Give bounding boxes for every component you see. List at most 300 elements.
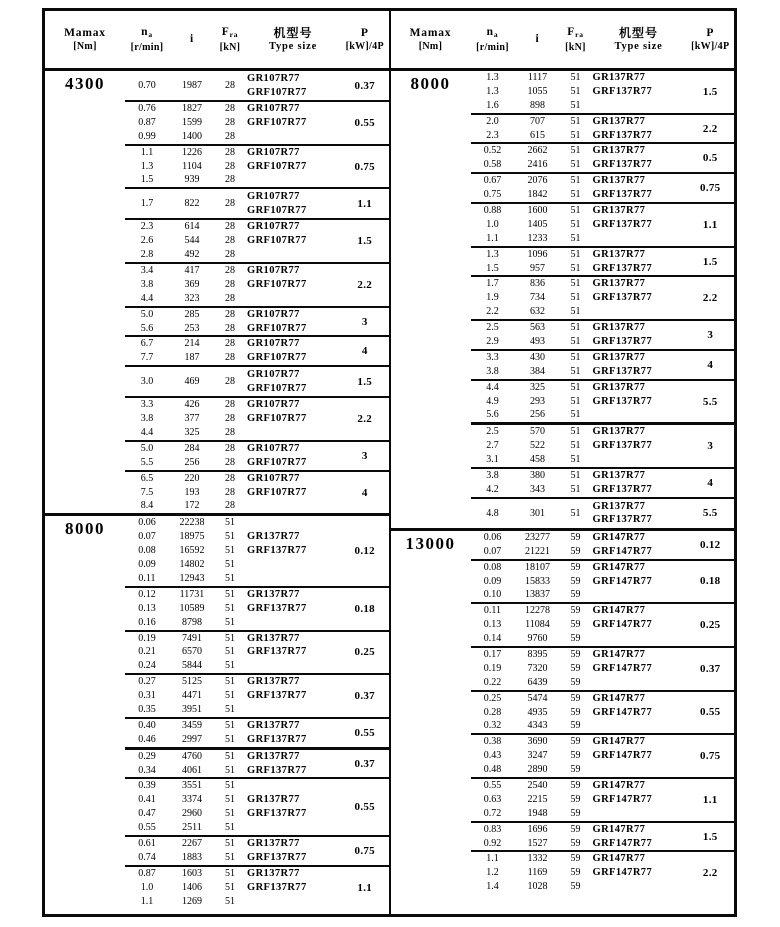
fra-value: 28	[225, 500, 235, 512]
ratio-block	[125, 306, 389, 336]
table-left-half	[45, 11, 391, 914]
na-value: 0.21	[138, 646, 156, 658]
na-value: 0.32	[483, 720, 502, 732]
fra-value: 51	[570, 507, 581, 519]
ratio-block	[125, 865, 389, 909]
ratio-block	[471, 559, 735, 603]
type-size: GR137R77	[592, 145, 646, 157]
na-value: 1.3	[486, 248, 499, 260]
fra-value: 51	[570, 218, 581, 230]
fra-value: 51	[570, 205, 581, 217]
ratio-value: 2076	[527, 175, 548, 187]
fra-value: 51	[570, 278, 581, 290]
table-header-row	[391, 11, 735, 71]
type-size: GRF137R77	[247, 646, 307, 658]
na-value: 0.06	[483, 531, 502, 543]
fra-value: 51	[225, 531, 235, 543]
type-size: GRF137R77	[592, 85, 653, 97]
ratio-block	[125, 187, 389, 218]
na-value: 0.72	[483, 807, 502, 819]
na-value: 1.5	[140, 174, 154, 186]
power-value: 0.55	[354, 726, 375, 739]
group-blocks	[125, 71, 389, 513]
type-size	[245, 895, 341, 909]
type-size: GR147R77	[592, 605, 646, 617]
fra-value: 51	[570, 159, 581, 171]
power-value: 1.5	[702, 85, 718, 98]
ratio-value: 430	[530, 351, 545, 363]
ratio-block	[471, 379, 735, 423]
fra-value: 28	[225, 130, 235, 142]
type-size: GRF137R77	[592, 336, 653, 348]
type-size	[591, 232, 687, 246]
fra-value: 51	[225, 690, 235, 702]
na-value: 6.5	[140, 472, 154, 484]
fra-value: 28	[225, 249, 235, 261]
ratio-value: 3374	[182, 794, 202, 806]
power-value: 0.55	[700, 706, 721, 719]
ratio-value: 1096	[527, 248, 548, 260]
header-mamax	[391, 27, 471, 53]
na-value: 0.39	[138, 780, 156, 792]
na-value: 1.6	[486, 99, 499, 111]
type-size: GR137R77	[592, 470, 646, 482]
na-value: 0.08	[138, 545, 156, 557]
ratio-value: 6439	[527, 676, 548, 688]
ratio-value: 2416	[527, 159, 548, 171]
na-value: 0.07	[138, 531, 156, 543]
power-value: 5.5	[702, 395, 718, 408]
ratio-value: 285	[184, 308, 200, 320]
na-value: 0.55	[483, 779, 502, 791]
na-value: 1.1	[140, 146, 154, 158]
type-size	[245, 292, 341, 306]
ratio-value: 256	[184, 456, 200, 468]
na-value: 1.3	[486, 72, 499, 83]
type-size: GRF137R77	[592, 262, 653, 274]
ratio-value: 615	[530, 129, 545, 141]
fra-value: 28	[225, 174, 235, 186]
type-size: GRF107R77	[247, 160, 307, 172]
na-value: 0.46	[138, 733, 156, 745]
header-mamax	[45, 27, 125, 53]
fra-value: 59	[570, 662, 581, 674]
type-size: GRF137R77	[247, 881, 307, 893]
header-type-size	[591, 27, 687, 53]
type-size: GR147R77	[592, 648, 646, 660]
header-output-speed	[125, 26, 169, 54]
fra-value: 51	[570, 409, 581, 421]
ratio-block	[125, 71, 389, 100]
power-value: 5.5	[702, 507, 718, 520]
type-size: GRF137R77	[247, 851, 307, 863]
type-size: GR137R77	[247, 588, 300, 600]
type-size	[245, 130, 341, 144]
fra-value: 51	[570, 306, 581, 318]
ratio-value: 5125	[182, 676, 202, 688]
power-value: 1.5	[702, 830, 718, 843]
type-size: GRF137R77	[592, 218, 653, 230]
type-size: GR137R77	[592, 115, 646, 127]
ratio-value: 544	[184, 235, 200, 247]
header-ratio	[169, 33, 215, 46]
fra-value: 51	[570, 470, 581, 482]
group-blocks	[125, 516, 389, 908]
type-size: GR147R77	[592, 823, 646, 835]
power-value: 1.1	[702, 793, 718, 806]
power-value: 0.75	[700, 182, 721, 195]
na-value: 1.7	[140, 198, 154, 210]
ratio-block	[125, 717, 389, 747]
na-value: 5.0	[140, 308, 154, 320]
ratio-block	[125, 673, 389, 717]
ratio-block	[125, 586, 389, 630]
ratio-value: 1055	[527, 85, 548, 97]
na-value: 0.24	[138, 660, 156, 672]
header-radial-force	[215, 26, 245, 54]
na-value: 0.11	[138, 572, 156, 584]
type-size: GRF107R77	[247, 413, 307, 425]
type-size: GR147R77	[592, 736, 646, 748]
ratio-block	[125, 335, 389, 365]
fra-value: 51	[225, 616, 235, 628]
ratio-value: 1883	[182, 851, 202, 863]
header-output-speed	[471, 26, 515, 54]
ratio-value: 6570	[182, 646, 202, 658]
fra-value: 59	[570, 823, 581, 835]
ratio-value: 4471	[182, 690, 202, 702]
ratio-value: 5474	[527, 692, 548, 704]
ratio-value: 1104	[182, 160, 202, 172]
ratio-block	[125, 835, 389, 865]
power-value: 2.2	[702, 122, 718, 135]
na-value: 0.74	[138, 851, 156, 863]
ratio-value: 2215	[527, 793, 548, 805]
power-value: 0.18	[354, 602, 375, 615]
na-value: 4.4	[486, 381, 499, 393]
spec-table-sheet	[42, 8, 737, 917]
fra-value: 51	[570, 454, 581, 466]
ratio-block	[471, 467, 735, 497]
fra-value: 51	[225, 602, 235, 614]
power-value: 0.37	[700, 662, 721, 675]
type-size: GRF107R77	[247, 352, 307, 364]
na-value: 0.38	[483, 736, 502, 748]
ratio-block	[471, 777, 735, 821]
ratio-value: 632	[530, 306, 545, 318]
na-value: 0.19	[483, 662, 502, 674]
type-size: GRF147R77	[592, 575, 653, 587]
type-size-gr: GR107R77	[247, 191, 300, 203]
type-size-grf: GRF107R77	[247, 204, 307, 216]
header-na-label: $n_a$	[486, 25, 499, 39]
fra-value: 59	[570, 531, 581, 543]
na-value: 0.75	[483, 189, 502, 201]
ratio-value: 23277	[525, 531, 550, 543]
type-size: GRF137R77	[247, 602, 307, 614]
fra-value: 51	[225, 851, 235, 863]
fra-value: 28	[225, 338, 235, 350]
ratio-block	[471, 71, 735, 113]
na-value: 0.35	[138, 703, 156, 715]
type-size: GRF137R77	[592, 440, 653, 452]
fra-value: 28	[225, 413, 235, 425]
header-fra-unit: [kN]	[219, 41, 241, 53]
ratio-value: 380	[530, 470, 545, 482]
fra-value: 59	[570, 545, 581, 557]
header-p-label: P	[706, 26, 715, 39]
ratio-block	[125, 144, 389, 188]
power-value: 0.75	[354, 160, 375, 173]
ratio-block	[125, 516, 389, 585]
na-value: 0.61	[138, 837, 156, 849]
fra-value: 59	[570, 867, 581, 879]
power-value: 0.37	[354, 79, 375, 92]
na-value: 1.3	[140, 160, 154, 172]
ratio-value: 458	[530, 454, 545, 466]
ratio-block	[125, 440, 389, 470]
fra-value: 51	[225, 559, 235, 571]
type-size: GR107R77	[247, 146, 300, 158]
type-size	[245, 499, 341, 513]
ratio-value: 614	[184, 221, 200, 233]
header-p-label: P	[360, 26, 369, 39]
na-value: 5.5	[140, 456, 154, 468]
na-value: 4.2	[486, 483, 499, 495]
type-size: GR137R77	[247, 531, 300, 543]
torque-group-8000	[391, 71, 735, 528]
ratio-value: 2511	[182, 822, 202, 834]
type-size	[245, 516, 341, 530]
fra-value: 28	[225, 427, 235, 439]
power-value: 0.25	[354, 646, 375, 659]
fra-value: 51	[570, 322, 581, 334]
type-size	[591, 676, 687, 690]
fra-value: 51	[570, 232, 581, 244]
type-size	[591, 880, 687, 894]
type-size	[245, 71, 341, 100]
fra-value: 51	[570, 440, 581, 452]
fra-value: 59	[570, 736, 581, 748]
ratio-value: 13837	[525, 589, 550, 601]
type-size-grf: GRF107R77	[247, 86, 307, 98]
fra-value: 51	[570, 189, 581, 201]
type-size: GRF137R77	[592, 189, 653, 201]
type-size: GRF107R77	[247, 278, 307, 290]
na-value: 0.16	[138, 616, 156, 628]
ratio-value: 3247	[527, 750, 548, 762]
header-radial-force	[561, 26, 591, 54]
fra-value: 59	[570, 561, 581, 573]
header-power	[341, 27, 389, 53]
na-value: 0.55	[138, 822, 156, 834]
ratio-value: 2997	[182, 733, 202, 745]
ratio-block	[125, 470, 389, 514]
ratio-value: 2540	[527, 779, 548, 791]
ratio-value: 293	[530, 395, 545, 407]
fra-value: 51	[225, 808, 235, 820]
ratio-value: 734	[530, 292, 545, 304]
na-value: 0.70	[138, 80, 156, 91]
na-value: 0.06	[138, 517, 156, 529]
na-value: 2.0	[486, 115, 499, 127]
ratio-value: 2960	[182, 808, 202, 820]
na-value: 0.11	[483, 605, 502, 617]
type-size: GR137R77	[247, 867, 300, 879]
fra-value: 59	[570, 779, 581, 791]
type-size: GRF147R77	[592, 750, 653, 762]
header-na-unit: [r/min]	[476, 41, 509, 53]
type-size: GRF147R77	[592, 662, 653, 674]
na-value: 8.4	[140, 500, 154, 512]
power-value: 0.75	[354, 844, 375, 857]
na-value: 6.7	[140, 338, 154, 350]
fra-value: 51	[570, 115, 581, 127]
group-blocks	[471, 531, 735, 894]
na-value: 0.41	[138, 794, 156, 806]
type-size	[245, 426, 341, 440]
fra-value: 28	[225, 160, 235, 172]
fra-value: 51	[225, 822, 235, 834]
na-value: 1.0	[140, 881, 154, 893]
ratio-value: 4935	[527, 706, 548, 718]
na-value: 1.1	[140, 895, 154, 907]
na-value: 0.76	[138, 103, 156, 114]
na-value: 0.87	[138, 116, 156, 128]
power-value: 2.2	[702, 867, 718, 880]
na-value: 1.7	[486, 278, 499, 290]
na-value: 0.48	[483, 764, 502, 776]
na-value: 0.13	[483, 619, 502, 631]
type-size	[591, 453, 687, 467]
na-value: 0.43	[483, 750, 502, 762]
na-value: 1.5	[486, 262, 499, 274]
power-value: 1.5	[357, 375, 373, 388]
na-value: 1.0	[486, 218, 499, 230]
na-value: 5.6	[486, 409, 499, 421]
fra-value: 59	[570, 793, 581, 805]
fra-value: 59	[570, 837, 581, 849]
type-size: GRF107R77	[247, 116, 307, 128]
power-value: 4	[707, 358, 714, 371]
fra-value: 59	[570, 605, 581, 617]
ratio-block	[471, 113, 735, 143]
fra-value: 28	[225, 486, 235, 498]
na-value: 3.3	[140, 399, 154, 411]
na-value: 0.87	[138, 867, 156, 879]
na-value: 0.08	[483, 561, 502, 573]
fra-value: 28	[225, 278, 235, 290]
type-size: GR147R77	[592, 692, 646, 704]
type-size: GRF137R77	[592, 159, 653, 171]
power-value: 1.1	[357, 197, 373, 210]
fra-value: 28	[225, 292, 235, 304]
na-value: 5.0	[140, 442, 154, 454]
type-size	[591, 719, 687, 733]
type-size	[245, 173, 341, 187]
type-size: GRF107R77	[247, 456, 307, 468]
ratio-value: 1599	[182, 116, 202, 128]
ratio-block	[471, 690, 735, 734]
na-value: 0.14	[483, 633, 502, 645]
type-size: GRF137R77	[247, 690, 307, 702]
header-mamax-unit: [Nm]	[418, 40, 443, 52]
type-size: GR137R77	[247, 719, 300, 731]
ratio-value: 1233	[527, 232, 548, 244]
ratio-value: 325	[530, 381, 545, 393]
fra-value: 51	[570, 292, 581, 304]
ratio-block	[471, 733, 735, 777]
ratio-value: 256	[530, 409, 545, 421]
type-size	[591, 588, 687, 602]
na-value: 0.92	[483, 837, 502, 849]
fra-value: 28	[225, 116, 235, 128]
group-blocks	[471, 71, 735, 528]
ratio-block	[125, 262, 389, 306]
na-value: 5.6	[140, 322, 154, 334]
type-size: GR147R77	[592, 779, 646, 791]
ratio-value: 12943	[179, 572, 205, 584]
ratio-block	[125, 396, 389, 440]
fra-value: 51	[225, 572, 235, 584]
type-size	[245, 189, 341, 218]
type-size: GR107R77	[247, 472, 300, 484]
type-size: GRF137R77	[592, 129, 653, 141]
fra-value: 28	[225, 198, 235, 210]
ratio-value: 1028	[527, 881, 548, 893]
header-mamax-label: Mamax	[409, 26, 452, 39]
type-size: GR147R77	[592, 853, 646, 865]
power-value: 2.2	[357, 413, 373, 426]
na-value: 0.34	[138, 764, 156, 776]
ratio-value: 9760	[527, 633, 548, 645]
power-value: 1.5	[702, 255, 718, 268]
type-size: GR137R77	[247, 632, 300, 644]
header-type-cn-label: 机型号	[618, 25, 658, 40]
type-size: GRF137R77	[592, 365, 653, 377]
fra-value: 51	[225, 703, 235, 715]
fra-value: 51	[225, 632, 235, 644]
ratio-value: 1169	[527, 867, 548, 879]
type-size: GR107R77	[247, 221, 300, 233]
na-value: 3.3	[486, 351, 499, 363]
ratio-block	[125, 777, 389, 835]
fra-value: 51	[570, 351, 581, 363]
power-value: 3	[707, 440, 714, 453]
ratio-block	[471, 497, 735, 528]
type-size: GRF147R77	[592, 545, 653, 557]
ratio-block	[471, 142, 735, 172]
power-value: 0.18	[700, 575, 721, 588]
ratio-value: 1332	[527, 853, 548, 865]
ratio-value: 10589	[179, 602, 205, 614]
ratio-value: 11731	[179, 588, 205, 600]
ratio-value: 4343	[527, 720, 548, 732]
fra-value: 59	[570, 619, 581, 631]
power-value: 4	[361, 486, 368, 499]
ratio-block	[471, 646, 735, 690]
ratio-value: 1117	[527, 72, 548, 83]
na-value: 0.83	[483, 823, 502, 835]
ratio-block	[125, 218, 389, 262]
type-size: GRF107R77	[247, 486, 307, 498]
type-size	[591, 99, 687, 113]
fra-value: 51	[225, 545, 235, 557]
power-value: 0.5	[702, 152, 718, 165]
na-value: 3.8	[486, 470, 499, 482]
type-size	[591, 632, 687, 646]
type-size	[591, 305, 687, 319]
